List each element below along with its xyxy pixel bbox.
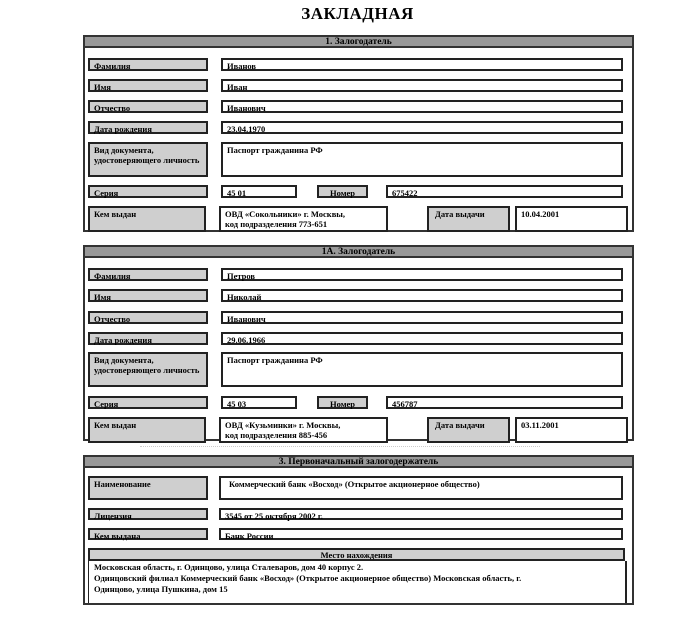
label-patronymic-1a: Отчество	[88, 311, 208, 324]
field-issued-by[interactable]	[219, 206, 388, 232]
scan-artifact-dots	[140, 446, 540, 452]
field-last-name-1a[interactable]: Петров	[221, 268, 623, 281]
issued-by-line-1: ОВД «Сокольники» г. Москвы,	[225, 209, 346, 219]
label-number-1a: Номер	[317, 396, 368, 409]
field-number[interactable]: 675422	[386, 185, 623, 198]
field-series[interactable]: 45 01	[221, 185, 297, 198]
field-number-1a[interactable]: 456787	[386, 396, 623, 409]
label-issued-by: Кем выдан	[88, 206, 206, 232]
field-patronymic[interactable]: Иванович	[221, 100, 623, 113]
label-last-name-1a: Фамилия	[88, 268, 208, 281]
location-line-3: Одинцово, улица Пушкина, дом 15	[94, 584, 228, 594]
label-number: Номер	[317, 185, 368, 198]
label-bank-name: Наименование	[88, 476, 208, 500]
label-birth-date: Дата рождения	[88, 121, 208, 134]
field-issued-by-1a[interactable]	[219, 417, 388, 443]
label-patronymic: Отчество	[88, 100, 208, 113]
field-bank-name[interactable]: Коммерческий банк «Восход» (Открытое акционерное общество)	[219, 476, 623, 500]
field-location[interactable]	[90, 562, 625, 602]
section-initial-pledgee-header: 3. Первоначальный залогодержатель	[83, 455, 634, 468]
section-pledger-1-header: 1. Залогодатель	[83, 35, 634, 48]
field-first-name-1a[interactable]: Николай	[221, 289, 623, 302]
location-header: Место нахождения	[88, 548, 625, 561]
label-series-1a: Серия	[88, 396, 208, 409]
field-last-name[interactable]: Иванов	[221, 58, 623, 71]
label-birth-date-1a: Дата рождения	[88, 332, 208, 345]
label-id-document: Вид документа, удостоверяющего личность	[88, 142, 208, 177]
label-first-name-1a: Имя	[88, 289, 208, 302]
label-series: Серия	[88, 185, 208, 198]
issued-by-line-2: код подразделения 773-651	[225, 219, 328, 229]
label-issue-date: Дата выдачи	[427, 206, 510, 232]
label-issue-date-1a: Дата выдачи	[427, 417, 510, 443]
label-license: Лицензия	[88, 508, 208, 520]
section-pledger-1a-header: 1А. Залогодатель	[83, 245, 634, 258]
label-last-name: Фамилия	[88, 58, 208, 71]
label-first-name: Имя	[88, 79, 208, 92]
field-issue-date[interactable]: 10.04.2001	[515, 206, 628, 232]
field-first-name[interactable]: Иван	[221, 79, 623, 92]
field-license[interactable]: 3545 от 25 октября 2002 г.	[219, 508, 623, 520]
location-line-2: Одинцовский филиал Коммерческий банк «Восход» (Открытое акционерное общество) Московская область, г.	[94, 573, 522, 583]
field-series-1a[interactable]: 45 03	[221, 396, 297, 409]
field-birth-date[interactable]: 23.04.1970	[221, 121, 623, 134]
field-patronymic-1a[interactable]: Иванович	[221, 311, 623, 324]
field-issue-date-1a[interactable]: 03.11.2001	[515, 417, 628, 443]
field-license-issuer[interactable]: Банк России	[219, 528, 623, 540]
issued-by-1a-line-2: код подразделения 885-456	[225, 430, 328, 440]
location-line-1: Московская область, г. Одинцово, улица Сталеваров, дом 40 корпус 2.	[94, 562, 364, 572]
label-issued-by-1a: Кем выдан	[88, 417, 206, 443]
field-birth-date-1a[interactable]: 29.06.1966	[221, 332, 623, 345]
label-license-issuer: Кем выдана	[88, 528, 208, 540]
document-title: ЗАКЛАДНАЯ	[301, 4, 414, 23]
label-id-document-1a: Вид документа, удостоверяющего личность	[88, 352, 208, 387]
issued-by-1a-line-1: ОВД «Кузьминки» г. Москвы,	[225, 420, 341, 430]
field-id-document[interactable]: Паспорт гражданина РФ	[221, 142, 623, 177]
field-id-document-1a[interactable]: Паспорт гражданина РФ	[221, 352, 623, 387]
